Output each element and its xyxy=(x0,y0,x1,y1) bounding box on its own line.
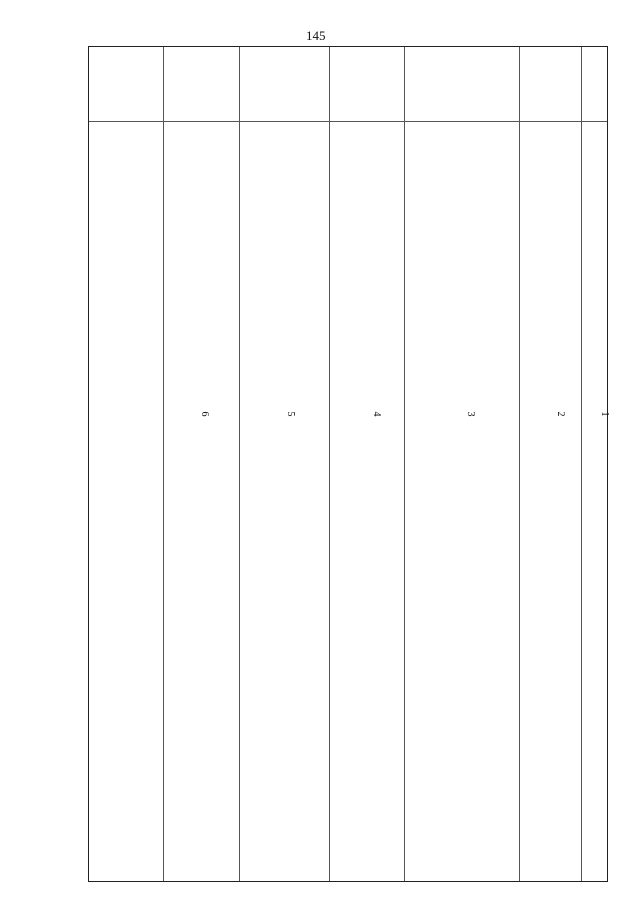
column-line xyxy=(519,47,520,881)
rotated-table xyxy=(88,46,608,882)
column-header-band xyxy=(89,121,607,122)
column-line xyxy=(581,47,582,881)
column-number: 6 xyxy=(199,411,210,417)
column-line xyxy=(329,47,330,881)
column-number: 5 xyxy=(285,411,296,417)
column-line xyxy=(404,47,405,881)
column-line xyxy=(163,47,164,881)
column-line xyxy=(239,47,240,881)
page-number: 145 xyxy=(306,28,326,43)
column-number: 2 xyxy=(555,411,566,417)
column-number: 4 xyxy=(371,411,382,417)
column-number: 1 xyxy=(599,411,610,417)
column-number: 3 xyxy=(465,411,476,417)
